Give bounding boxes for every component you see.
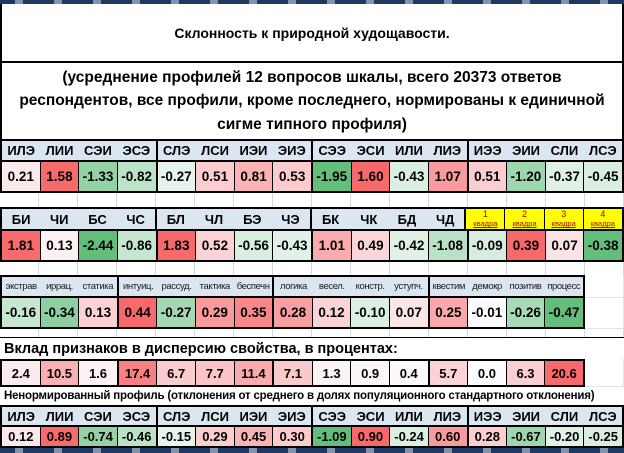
unnormalized-value-cell[interactable]: 0.29 bbox=[195, 427, 234, 446]
trait-value-cell[interactable]: 0.13 bbox=[78, 298, 117, 327]
trait-header-cell[interactable]: беспечн bbox=[234, 277, 272, 296]
trait-value-cell[interactable]: -0.01 bbox=[467, 298, 506, 327]
type-header-cell[interactable]: ИЛЭ bbox=[2, 407, 40, 425]
function-value-cell[interactable]: -0.42 bbox=[389, 231, 428, 260]
function-header-cell[interactable]: БЛ bbox=[155, 209, 195, 229]
type-header-cell[interactable]: ЭИЭ bbox=[273, 407, 311, 425]
trait-value-cell[interactable]: 0.29 bbox=[195, 298, 234, 327]
type-header-cell[interactable]: ЛИЭ bbox=[428, 407, 466, 425]
normalized-value-cell[interactable]: 1.60 bbox=[351, 162, 390, 191]
variance-value-cell[interactable]: 20.6 bbox=[544, 361, 583, 385]
quadra-header-cell[interactable] bbox=[544, 209, 583, 229]
function-header-cell[interactable]: ЧИ bbox=[40, 209, 78, 229]
trait-header-cell[interactable]: весел. bbox=[313, 277, 351, 296]
variance-value-cell[interactable]: 17.4 bbox=[117, 361, 157, 385]
normalized-value-cell[interactable]: -0.82 bbox=[117, 162, 156, 191]
trait-header-cell[interactable]: иррац. bbox=[40, 277, 78, 296]
type-header-cell[interactable]: ЛИИ bbox=[40, 141, 78, 160]
variance-value-cell[interactable]: 6.3 bbox=[506, 361, 545, 385]
grid-gap-row bbox=[0, 193, 624, 207]
type-header-cell[interactable]: ЛСЭ bbox=[584, 141, 622, 160]
normalized-values-row bbox=[0, 162, 624, 193]
function-header-cell[interactable]: БС bbox=[78, 209, 116, 229]
type-header-cell[interactable]: ИЭЭ bbox=[467, 407, 507, 425]
variance-value-cell[interactable]: 10.5 bbox=[40, 361, 79, 385]
function-value-cell[interactable]: -2.44 bbox=[78, 231, 117, 260]
normalized-value-cell[interactable]: 0.51 bbox=[195, 162, 234, 191]
variance-value-cell[interactable]: 1.3 bbox=[312, 361, 351, 385]
type-header-cell[interactable]: ЭИИ bbox=[507, 141, 545, 160]
function-header-cell[interactable]: ЧЛ bbox=[195, 209, 233, 229]
normalized-value-cell[interactable]: -0.45 bbox=[583, 162, 622, 191]
trait-value-cell[interactable]: 0.44 bbox=[117, 298, 157, 327]
variance-value-cell[interactable]: 0.0 bbox=[467, 361, 506, 385]
type-header-cell[interactable]: ЭСЭ bbox=[117, 141, 155, 160]
unnormalized-value-cell[interactable]: -0.67 bbox=[506, 427, 545, 446]
quadra-word: квадра bbox=[590, 219, 615, 229]
unnormalized-section-label: Ненормированный профиль (отклонения от среднего в долях популяционного стандартного отклонения) bbox=[0, 387, 624, 405]
variance-section-label: Вклад признаков в дисперсию свойства, в процентах: bbox=[0, 337, 624, 359]
type-header-cell[interactable]: ИЭИ bbox=[234, 407, 272, 425]
normalized-value-cell[interactable]: 0.53 bbox=[272, 162, 311, 191]
trait-header-cell[interactable]: логика bbox=[272, 277, 312, 296]
sheet-title: Склонность к природной худощавости. bbox=[0, 4, 624, 63]
empty-cell[interactable] bbox=[585, 275, 624, 298]
function-value-cell[interactable]: -0.86 bbox=[117, 231, 156, 260]
type-header-cell[interactable]: ИЭЭ bbox=[467, 141, 507, 160]
trait-value-cell[interactable]: 0.07 bbox=[389, 298, 428, 327]
quadra-number: 1 bbox=[482, 209, 488, 219]
normalized-value-cell[interactable]: -1.95 bbox=[311, 162, 351, 191]
trait-header-cell[interactable]: квестим bbox=[428, 277, 468, 296]
function-value-cell[interactable]: 0.49 bbox=[351, 231, 390, 260]
quadra-word: квадра bbox=[473, 219, 498, 229]
trait-header-cell[interactable]: тактика bbox=[196, 277, 234, 296]
type-header-row bbox=[0, 139, 624, 162]
function-value-cell[interactable]: 0.07 bbox=[545, 231, 584, 260]
type-header-cell[interactable]: ЭИИ bbox=[507, 407, 545, 425]
normalized-value-cell[interactable]: -0.37 bbox=[545, 162, 584, 191]
quadra-number: 4 bbox=[600, 209, 606, 219]
function-value-cell[interactable]: 1.81 bbox=[2, 231, 40, 260]
grid-gap-row bbox=[0, 262, 624, 275]
type-header-cell[interactable]: СЛИ bbox=[545, 141, 583, 160]
unnormalized-value-cell[interactable]: 0.60 bbox=[428, 427, 467, 446]
trait-value-cell[interactable]: -0.34 bbox=[40, 298, 79, 327]
variance-value-cell[interactable]: 11.4 bbox=[234, 361, 273, 385]
trait-header-cell[interactable]: рассуд. bbox=[157, 277, 195, 296]
type-header-row-bottom bbox=[0, 405, 624, 427]
function-header-cell[interactable]: БК bbox=[310, 209, 350, 229]
function-value-cell[interactable]: -0.43 bbox=[272, 231, 311, 260]
type-header-cell[interactable]: ЛСЭ bbox=[584, 407, 622, 425]
unnormalized-value-cell[interactable]: -0.74 bbox=[78, 427, 117, 446]
quadra-header-cell[interactable] bbox=[583, 209, 622, 229]
type-header-cell[interactable]: СЭИ bbox=[79, 407, 117, 425]
normalized-value-cell[interactable]: 1.58 bbox=[40, 162, 79, 191]
empty-cell[interactable] bbox=[585, 359, 624, 387]
quadra-header-cell[interactable] bbox=[504, 209, 543, 229]
type-header-cell[interactable]: ЛСИ bbox=[196, 141, 234, 160]
quadra-word: квадра bbox=[512, 219, 537, 229]
unnormalized-value-cell[interactable]: -0.15 bbox=[156, 427, 196, 446]
unnormalized-value-cell[interactable]: 0.45 bbox=[234, 427, 273, 446]
trait-value-cell[interactable]: -0.10 bbox=[350, 298, 389, 327]
trait-value-cell[interactable]: -0.26 bbox=[506, 298, 545, 327]
type-header-cell[interactable]: СЭЭ bbox=[311, 407, 351, 425]
type-header-cell[interactable]: ЭСИ bbox=[351, 407, 389, 425]
trait-value-cell[interactable]: 0.35 bbox=[234, 298, 273, 327]
function-header-cell[interactable]: ЧК bbox=[350, 209, 388, 229]
clipped-row-bottom bbox=[0, 448, 624, 453]
type-header-cell[interactable]: ИЛИ bbox=[390, 141, 428, 160]
variance-values-row bbox=[0, 359, 585, 387]
variance-value-cell[interactable]: 2.4 bbox=[2, 361, 40, 385]
empty-cell[interactable] bbox=[585, 298, 624, 329]
trait-value-cell[interactable]: -0.47 bbox=[544, 298, 583, 327]
normalized-value-cell[interactable]: 0.51 bbox=[467, 162, 507, 191]
grid-gap-row bbox=[0, 329, 624, 337]
type-header-cell[interactable]: ИЛЭ bbox=[2, 141, 40, 160]
trait-header-cell[interactable]: интуиц. bbox=[117, 277, 157, 296]
normalized-value-cell[interactable]: 1.07 bbox=[428, 162, 467, 191]
type-header-cell[interactable]: СЭЭ bbox=[311, 141, 351, 160]
unnormalized-values-row bbox=[0, 427, 624, 448]
variance-value-cell[interactable]: 7.1 bbox=[272, 361, 312, 385]
unnormalized-value-cell[interactable]: -0.25 bbox=[583, 427, 622, 446]
function-header-cell[interactable]: ЧД bbox=[426, 209, 464, 229]
quadra-word: квадра bbox=[551, 219, 576, 229]
type-header-cell[interactable]: СЭИ bbox=[79, 141, 117, 160]
trait-header-cell[interactable]: статика bbox=[79, 277, 117, 296]
type-header-cell[interactable]: ЭИЭ bbox=[273, 141, 311, 160]
quadra-number: 3 bbox=[561, 209, 567, 219]
type-header-cell[interactable]: СЛИ bbox=[545, 407, 583, 425]
unnormalized-value-cell[interactable]: 0.12 bbox=[2, 427, 40, 446]
function-value-cell[interactable]: -0.38 bbox=[583, 231, 622, 260]
function-header-cell[interactable]: БЭ bbox=[233, 209, 271, 229]
function-value-cell[interactable]: 0.52 bbox=[195, 231, 234, 260]
type-header-cell[interactable]: ИЭИ bbox=[234, 141, 272, 160]
quadra-header-cell[interactable] bbox=[464, 209, 504, 229]
sheet-subtitle: (усреднение профилей 12 вопросов шкалы, всего 20373 ответов респондентов, все профили, кроме последнего, нормированы к единичной сигме типного профиля) bbox=[0, 63, 624, 139]
type-header-cell[interactable]: ЭСИ bbox=[351, 141, 389, 160]
unnormalized-value-cell[interactable]: 0.89 bbox=[40, 427, 79, 446]
variance-value-cell[interactable]: 0.4 bbox=[389, 361, 428, 385]
variance-value-cell[interactable]: 5.7 bbox=[428, 361, 468, 385]
variance-value-cell[interactable]: 7.7 bbox=[195, 361, 234, 385]
type-header-cell[interactable]: ЭСЭ bbox=[117, 407, 155, 425]
quadra-number: 2 bbox=[522, 209, 528, 219]
function-header-row bbox=[0, 207, 624, 231]
function-header-cell[interactable]: ЧЭ bbox=[271, 209, 309, 229]
trait-header-cell[interactable]: процесс bbox=[545, 277, 583, 296]
unnormalized-value-cell[interactable]: -0.20 bbox=[545, 427, 584, 446]
trait-header-cell[interactable]: демокр bbox=[468, 277, 506, 296]
trait-header-row bbox=[0, 275, 585, 298]
unnormalized-value-cell[interactable]: 0.28 bbox=[467, 427, 507, 446]
type-header-cell[interactable]: ЛСИ bbox=[196, 407, 234, 425]
type-header-cell[interactable]: ЛИИ bbox=[40, 407, 78, 425]
trait-values-row bbox=[0, 298, 585, 329]
trait-value-cell[interactable]: 0.25 bbox=[428, 298, 468, 327]
variance-value-cell[interactable]: 6.7 bbox=[156, 361, 195, 385]
normalized-value-cell[interactable]: -1.33 bbox=[78, 162, 117, 191]
type-header-cell[interactable]: СЛЭ bbox=[156, 141, 196, 160]
normalized-value-cell[interactable]: 0.81 bbox=[234, 162, 273, 191]
function-values-row bbox=[0, 231, 624, 262]
unnormalized-value-cell[interactable]: 0.30 bbox=[272, 427, 311, 446]
normalized-value-cell[interactable]: -0.43 bbox=[389, 162, 428, 191]
unnormalized-value-cell[interactable]: 0.90 bbox=[351, 427, 390, 446]
trait-header-cell[interactable]: констр. bbox=[351, 277, 389, 296]
function-value-cell[interactable]: 1.83 bbox=[156, 231, 196, 260]
function-value-cell[interactable]: -0.56 bbox=[234, 231, 273, 260]
variance-value-cell[interactable]: 1.6 bbox=[78, 361, 117, 385]
function-value-cell[interactable]: -0.09 bbox=[467, 231, 507, 260]
function-value-cell[interactable]: 0.39 bbox=[506, 231, 545, 260]
type-header-cell[interactable]: СЛЭ bbox=[156, 407, 196, 425]
function-header-cell[interactable]: ЧС bbox=[117, 209, 155, 229]
trait-value-cell[interactable]: 0.12 bbox=[312, 298, 351, 327]
function-header-cell[interactable]: БИ bbox=[2, 209, 40, 229]
trait-header-cell[interactable]: позитив bbox=[506, 277, 544, 296]
type-header-cell[interactable]: ИЛИ bbox=[390, 407, 428, 425]
function-value-cell[interactable]: -1.08 bbox=[428, 231, 467, 260]
trait-value-cell[interactable]: -0.27 bbox=[156, 298, 195, 327]
trait-value-cell[interactable]: 0.28 bbox=[272, 298, 312, 327]
unnormalized-value-cell[interactable]: -0.24 bbox=[389, 427, 428, 446]
variance-value-cell[interactable]: 0.9 bbox=[350, 361, 389, 385]
function-value-cell[interactable]: 0.13 bbox=[40, 231, 79, 260]
function-value-cell[interactable]: 1.01 bbox=[311, 231, 351, 260]
function-header-cell[interactable]: БД bbox=[388, 209, 426, 229]
trait-header-cell[interactable]: уступч. bbox=[389, 277, 427, 296]
normalized-value-cell[interactable]: -0.27 bbox=[156, 162, 196, 191]
trait-value-cell[interactable]: -0.16 bbox=[2, 298, 40, 327]
unnormalized-value-cell[interactable]: -1.09 bbox=[311, 427, 351, 446]
normalized-value-cell[interactable]: 0.21 bbox=[2, 162, 40, 191]
trait-header-cell[interactable]: экстрав bbox=[2, 277, 40, 296]
unnormalized-value-cell[interactable]: -0.46 bbox=[117, 427, 156, 446]
type-header-cell[interactable]: ЛИЭ bbox=[428, 141, 466, 160]
normalized-value-cell[interactable]: -1.20 bbox=[506, 162, 545, 191]
